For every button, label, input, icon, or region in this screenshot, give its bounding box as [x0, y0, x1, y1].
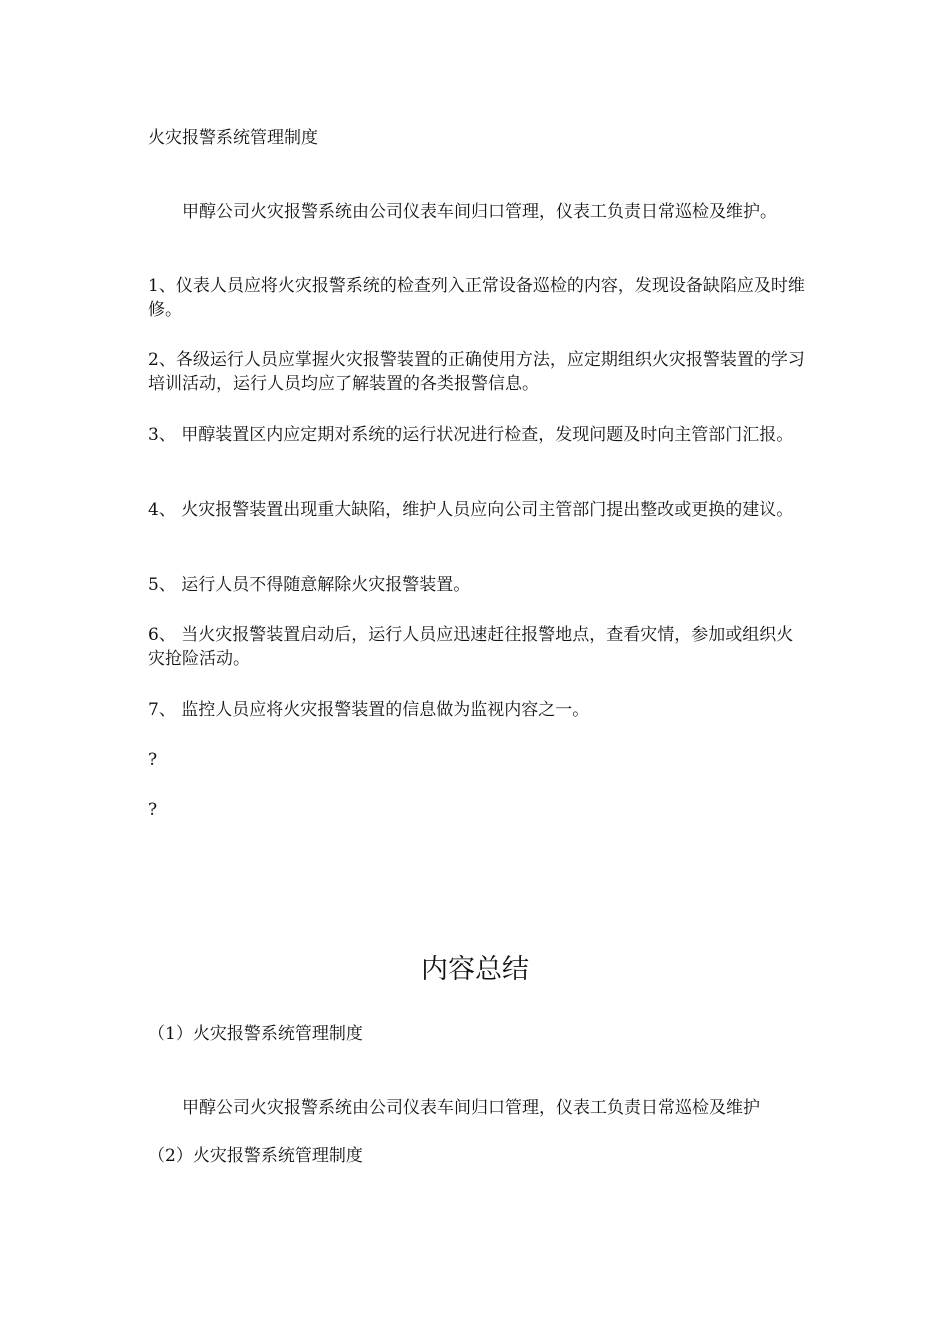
summary-item-1-text: 甲醇公司火灾报警系统由公司仪表车间归口管理，仪表工负责日常巡检及维护: [182, 1098, 760, 1118]
list-item-1: 1、仪表人员应将火灾报警系统的检查列入正常设备巡检的内容，发现设备缺陷应及时维修。: [148, 276, 805, 320]
summary-heading: 内容总结: [421, 954, 529, 985]
question-mark-2: ?: [148, 800, 158, 820]
summary-item-2: （2）火灾报警系统管理制度: [148, 1146, 363, 1166]
list-item-3: 3、 甲醇装置区内应定期对系统的运行状况进行检查，发现问题及时向主管部门汇报。: [148, 425, 794, 445]
summary-item-1: （1）火灾报警系统管理制度: [148, 1024, 363, 1044]
intro-paragraph: 甲醇公司火灾报警系统由公司仪表车间归口管理，仪表工负责日常巡检及维护。: [182, 202, 777, 222]
list-item-4: 4、 火灾报警装置出现重大缺陷，维护人员应向公司主管部门提出整改或更换的建议。: [148, 500, 794, 520]
question-mark-1: ?: [148, 750, 158, 770]
document-title: 火灾报警系统管理制度: [148, 128, 318, 148]
list-item-5: 5、 运行人员不得随意解除火灾报警装置。: [148, 575, 471, 595]
list-item-2: 2、各级运行人员应掌握火灾报警装置的正确使用方法，应定期组织火灾报警装置的学习培训活动，运行人员均应了解装置的各类报警信息。: [148, 350, 805, 394]
list-item-6: 6、 当火灾报警装置启动后，运行人员应迅速赶往报警地点，查看灾情，参加或组织火灾抢险活动。: [148, 625, 794, 669]
list-item-7: 7、 监控人员应将火灾报警装置的信息做为监视内容之一。: [148, 700, 590, 720]
